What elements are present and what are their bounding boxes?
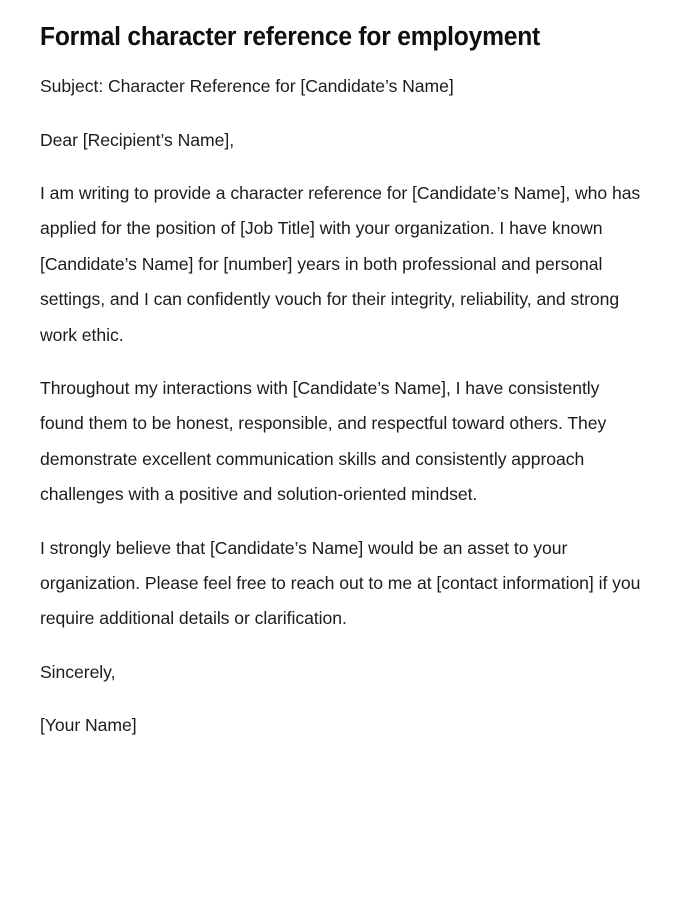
paragraph-salutation: Dear [Recipient’s Name],: [40, 129, 235, 150]
paragraph-closing: Sincerely,: [40, 661, 116, 682]
paragraph-signature: [Your Name]: [40, 715, 137, 736]
document-body: [40, 69, 644, 744]
page-title: Formal character reference for employment: [40, 23, 541, 51]
paragraph-character-assessment: Throughout my interactions with [Candidate’s Name], I have consistently found them to be honest, responsible, and respectful toward others. They demonstrate excellent communication skills and consistently approach challenges with a positive and solution-oriented mindset.: [40, 377, 607, 505]
paragraph-intro: I am writing to provide a character reference for [Candidate’s Name], who has applied for the position of [Job Title] with your organization. I have known [Candidate’s Name] for [number] years in both professional and personal settings, and I can confidently vouch for their integrity, reliability, and strong work ethic.: [40, 182, 641, 345]
paragraph-recommendation: I strongly believe that [Candidate’s Name] would be an asset to your organization. Please feel free to reach out to me at [contact information] if you require additional details or clarification.: [40, 537, 641, 629]
paragraph-subject: Subject: Character Reference for [Candidate’s Name]: [40, 76, 454, 97]
